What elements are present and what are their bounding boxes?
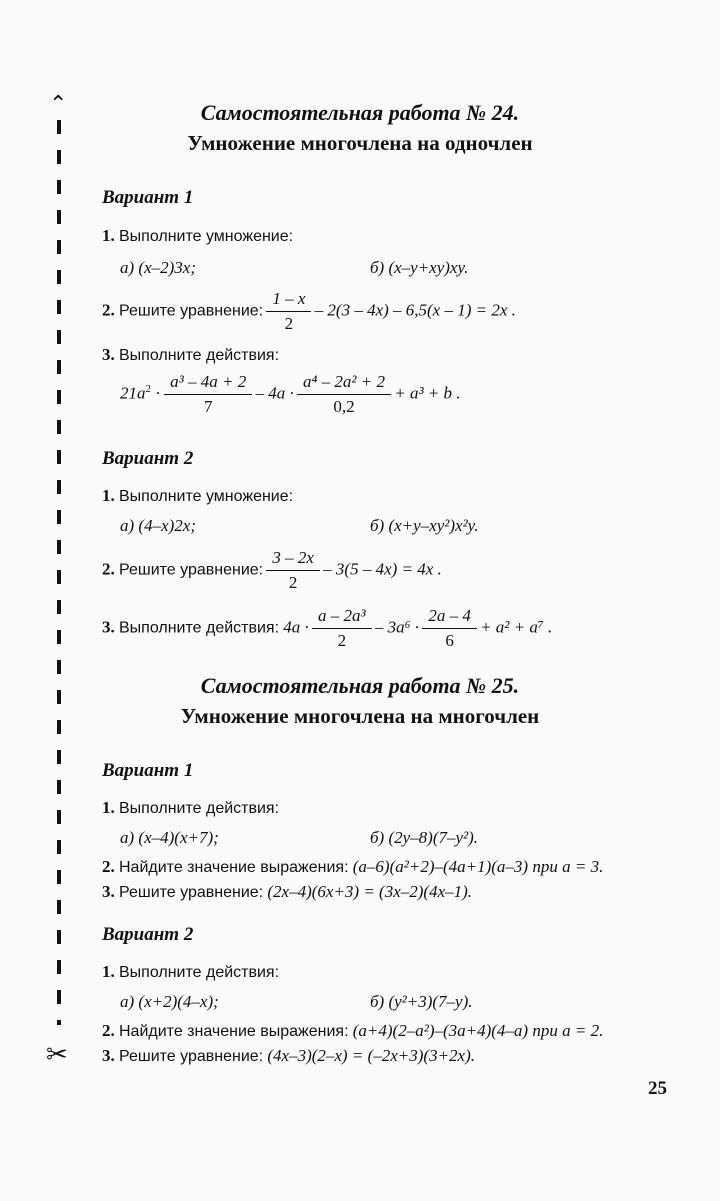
w24-v2-task3: 3. Выполните действия: 4a · $\frac{\text{a – 2a³}}{2}$ – 3a⁶ · $\frac{2a - 4}{6}$ + a² + a⁷ .	[102, 606, 553, 650]
fraction: $\frac{2a - 4}{6}$	[425, 606, 474, 651]
w25-v2-task2: 2. Найдите значение выражения: (a+4)(2–a²)–(3a+4)(4–a) при a = 2.	[102, 1021, 604, 1040]
arrow-up-icon: ⌃	[49, 92, 68, 117]
fraction: $\frac{3 - 2x}{2}$	[269, 548, 317, 593]
work25-title: Самостоятельная работа № 25.	[200, 673, 520, 698]
w25-v2-label: Вариант 2	[102, 924, 194, 945]
w24-v2-task1-b: б) (x+y–xy²)x²y.	[370, 516, 479, 535]
scissors-icon: ✂	[46, 1040, 68, 1070]
fraction: $\frac{\text{a⁴ – 2a² + 2}}{0,2}$	[300, 372, 388, 417]
work24-title: Самостоятельная работа № 24.	[200, 100, 520, 125]
w25-v1-task1: 1. Выполните действия:	[102, 798, 280, 817]
w24-v2-task2: 2. Решите уравнение: $\frac{3 - 2x}{2}$ – 3(5 – 4x) = 4x .	[102, 548, 442, 592]
w24-v2-label: Вариант 2	[102, 448, 194, 469]
w25-v1-task1-a: а) (x–4)(x+7);	[120, 828, 219, 847]
w25-v2-task1: 1. Выполните действия:	[102, 962, 280, 981]
w24-v1-task1-b: б) (x–y+xy)xy.	[370, 258, 469, 277]
fraction: $\frac{1 - x}{2}$	[269, 289, 308, 334]
w25-v1-task2: 2. Найдите значение выражения: (a–6)(a²+2)–(4a+1)(a–3) при a = 3.	[102, 857, 604, 876]
w25-v2-task1-a: а) (x+2)(4–x);	[120, 992, 219, 1011]
page-number: 25	[648, 1078, 667, 1099]
w24-v1-task1: 1. Выполните умножение:	[102, 226, 294, 245]
w25-v2-task1-b: б) (y²+3)(7–y).	[370, 992, 473, 1011]
w24-v1-task3-expr: $21a^2$ · $\frac{\text{a³ – 4a + 2}}{7}$ – 4a · $\frac{\text{a⁴ – 2a² + 2}}{0,2}$ + a³ + b .	[120, 372, 461, 416]
work25-subtitle: Умножение многочлена на многочлен	[180, 704, 540, 728]
cut-dashed-line	[57, 120, 61, 1025]
w24-v1-label: Вариант 1	[102, 187, 194, 208]
w24-v1-task1-a: а) (x–2)3x;	[120, 258, 196, 277]
w24-v1-task3: 3. Выполните действия:	[102, 345, 280, 364]
w24-v2-task1: 1. Выполните умножение:	[102, 486, 294, 505]
fraction: $\frac{\text{a³ – 4a + 2}}{7}$	[167, 372, 249, 417]
w25-v1-task1-b: б) (2y–8)(7–y²).	[370, 828, 479, 847]
w24-v2-task1-a: а) (4–x)2x;	[120, 516, 196, 535]
work24-subtitle: Умножение многочлена на одночлен	[187, 131, 533, 155]
fraction: $\frac{\text{a – 2a³}}{2}$	[315, 606, 369, 651]
w24-v1-task2: 2. Решите уравнение: $\frac{1 - x}{2}$ – 2(3 – 4x) – 6,5(x – 1) = 2x .	[102, 289, 516, 333]
w25-v1-label: Вариант 1	[102, 760, 194, 781]
w25-v1-task3: 3. Решите уравнение: (2x–4)(6x+3) = (3x–2)(4x–1).	[102, 882, 473, 901]
w25-v2-task3: 3. Решите уравнение: (4x–3)(2–x) = (–2x+3)(3+2x).	[102, 1046, 475, 1065]
